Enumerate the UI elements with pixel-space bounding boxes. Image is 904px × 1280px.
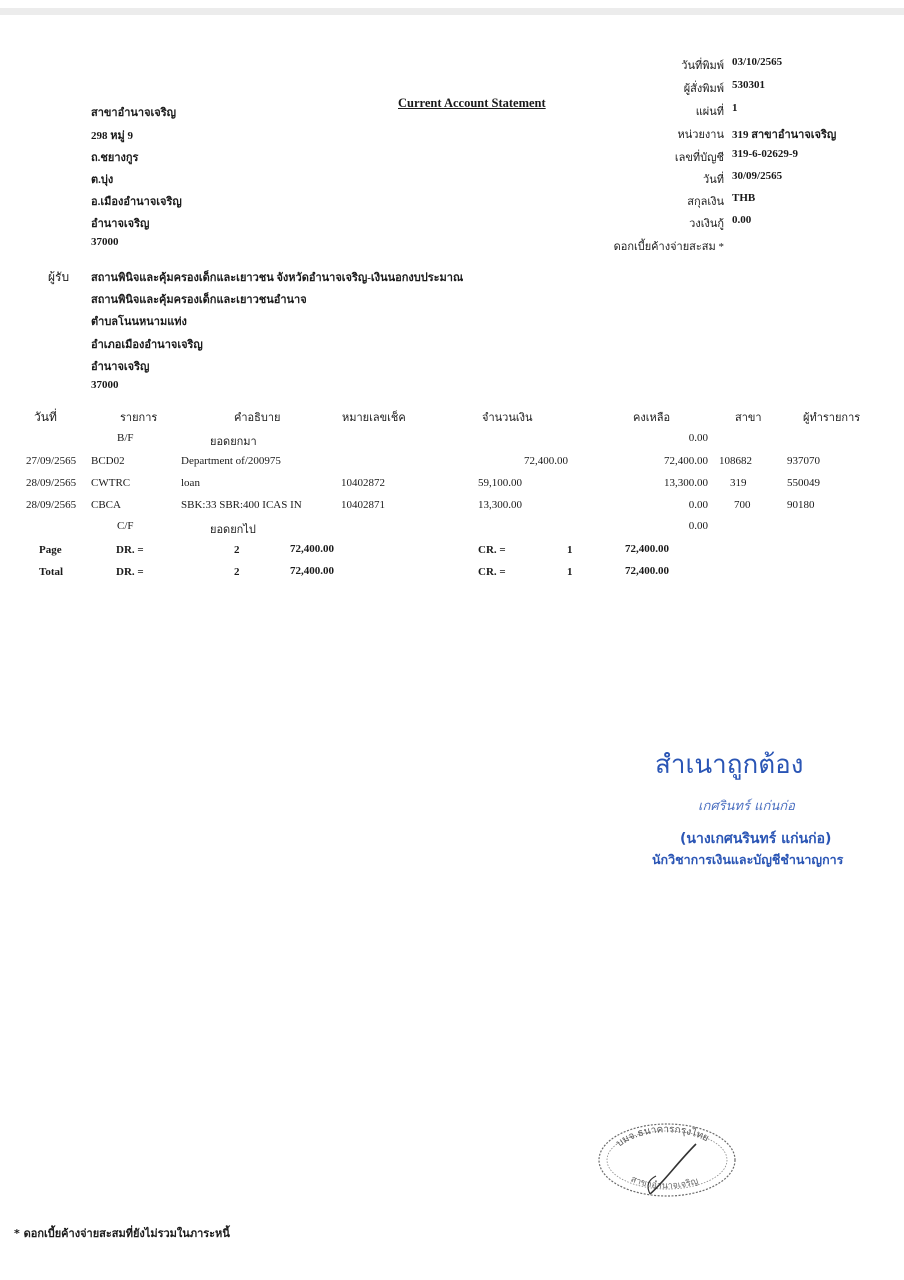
cell-balance: 0.00 — [688, 499, 708, 511]
handwritten-signature: เกศรินทร์ แก่นก่อ — [698, 799, 795, 814]
branch-address-line: อำนาจเจริญ — [91, 218, 150, 230]
col-header-teller: ผู้ทำรายการ — [803, 412, 861, 424]
certifier-name: (นางเกศนรินทร์ แก่นก่อ) — [680, 831, 832, 847]
branch-address-line: สาขาอำนาจเจริญ — [91, 107, 176, 119]
summary-cr-label: CR. = — [478, 566, 506, 578]
info-value: 319-6-02629-9 — [732, 148, 798, 160]
branch-address-line: ต.บุ่ง — [91, 174, 114, 186]
info-label: หน่วยงาน — [677, 129, 724, 141]
summary-dr-amount: 72,400.00 — [290, 543, 334, 555]
cell-branch: 700 — [734, 499, 751, 511]
info-value: 530301 — [732, 79, 765, 91]
cell-item: BCD02 — [91, 455, 125, 467]
cell-balance: 0.00 — [688, 520, 708, 532]
branch-address-line: อ.เมืองอำนาจเจริญ — [91, 196, 182, 208]
info-value: 03/10/2565 — [732, 56, 783, 68]
recipient-label: ผู้รับ — [48, 270, 70, 284]
info-value: 319 สาขาอำนาจเจริญ — [732, 129, 837, 141]
summary-dr-label: DR. = — [116, 544, 144, 556]
seal-top-text: บมจ.ธนาคารกรุงไทย — [614, 1124, 711, 1150]
cell-date: 28/09/2565 — [26, 477, 77, 489]
cell-description: loan — [181, 477, 200, 489]
recipient-line: ตำบลโนนหนามแท่ง — [91, 316, 187, 328]
cell-description: ยอดยกมา — [210, 436, 257, 448]
summary-dr-count: 2 — [234, 566, 240, 578]
info-label: วันที่พิมพ์ — [681, 60, 724, 72]
svg-text:บมจ.ธนาคารกรุงไทย — [614, 1124, 710, 1149]
cell-description: Department of/200975 — [181, 455, 281, 467]
cell-item: C/F — [117, 520, 134, 532]
cell-item: B/F — [117, 432, 134, 444]
recipient-line: อำนาจเจริญ — [91, 361, 150, 373]
statement-title: Current Account Statement — [398, 96, 546, 110]
info-label: วงเงินกู้ — [689, 218, 724, 230]
recipient-line: 37000 — [91, 379, 119, 391]
cell-cheque: 10402871 — [341, 499, 385, 511]
footnote: * ดอกเบี้ยค้างจ่ายสะสมที่ยังไม่รวมในภาระหนี้ — [14, 1227, 230, 1240]
info-label: ผู้สั่งพิมพ์ — [683, 83, 724, 95]
branch-address-line: 298 หมู่ 9 — [91, 130, 134, 142]
info-label: วันที่ — [703, 174, 724, 186]
cell-date: 28/09/2565 — [26, 499, 77, 511]
col-header-balance: คงเหลือ — [633, 412, 671, 424]
col-header-branch: สาขา — [735, 412, 762, 424]
svg-text:สาขาอำนาจเจริญ — [629, 1175, 700, 1192]
cell-branch: 108682 — [719, 455, 752, 467]
info-value: THB — [732, 192, 756, 204]
scan-edge-bar — [0, 8, 904, 15]
info-value: 0.00 — [732, 214, 752, 226]
info-label: แผ่นที่ — [695, 106, 724, 118]
summary-dr-count: 2 — [234, 544, 240, 556]
col-header-date: วันที่ — [34, 410, 57, 424]
cell-credit: 72,400.00 — [524, 455, 568, 467]
summary-label: Total — [39, 566, 64, 578]
summary-dr-label: DR. = — [116, 566, 144, 578]
col-header-description: คำอธิบาย — [234, 412, 281, 424]
certifier-position: นักวิชาการเงินและบัญชีชำนาญการ — [652, 852, 844, 867]
info-label: เลขที่บัญชี — [674, 152, 724, 164]
info-label: ดอกเบี้ยค้างจ่ายสะสม * — [613, 241, 724, 253]
cell-description: ยอดยกไป — [210, 524, 256, 536]
seal-bottom-text: สาขาอำนาจเจริญ — [629, 1174, 700, 1192]
cell-balance: 72,400.00 — [664, 455, 708, 467]
cell-description: SBK:33 SBR:400 ICAS IN — [181, 499, 302, 511]
cell-teller: 937070 — [787, 455, 820, 467]
summary-cr-count: 1 — [567, 566, 573, 578]
col-header-cheque: หมายเลขเช็ค — [342, 412, 406, 424]
summary-cr-amount: 72,400.00 — [625, 565, 669, 577]
bank-seal-icon — [592, 1110, 742, 1200]
summary-label: Page — [39, 544, 62, 556]
cell-item: CBCA — [91, 499, 121, 511]
branch-address-line: ถ.ชยางกูร — [91, 152, 139, 164]
recipient-line: สถานพินิจและคุ้มครองเด็กและเยาวชนอำนาจ — [91, 294, 307, 306]
cell-item: CWTRC — [91, 477, 131, 489]
cell-balance: 0.00 — [688, 432, 708, 444]
summary-cr-amount: 72,400.00 — [625, 543, 669, 555]
summary-cr-label: CR. = — [478, 544, 506, 556]
col-header-item: รายการ — [120, 412, 158, 424]
cell-teller: 550049 — [787, 477, 820, 489]
cell-date: 27/09/2565 — [26, 455, 77, 467]
info-value: 30/09/2565 — [732, 170, 783, 182]
cell-debit: 13,300.00 — [478, 499, 522, 511]
cell-teller: 90180 — [787, 499, 815, 511]
summary-cr-count: 1 — [567, 544, 573, 556]
cell-branch: 319 — [730, 477, 747, 489]
col-header-amount: จำนวนเงิน — [482, 412, 533, 424]
info-label: สกุลเงิน — [687, 196, 724, 208]
cell-cheque: 10402872 — [341, 477, 385, 489]
summary-dr-amount: 72,400.00 — [290, 565, 334, 577]
branch-address-line: 37000 — [91, 236, 119, 248]
certification-heading: สำเนาถูกต้อง — [655, 750, 804, 780]
cell-debit: 59,100.00 — [478, 477, 522, 489]
recipient-line: อำเภอเมืองอำนาจเจริญ — [91, 339, 203, 351]
info-value: 1 — [732, 102, 738, 114]
cell-balance: 13,300.00 — [664, 477, 708, 489]
recipient-line: สถานพินิจและคุ้มครองเด็กและเยาวชน จังหวัดอำนาจเจริญ-เงินนอกงบประมาณ — [91, 272, 464, 284]
